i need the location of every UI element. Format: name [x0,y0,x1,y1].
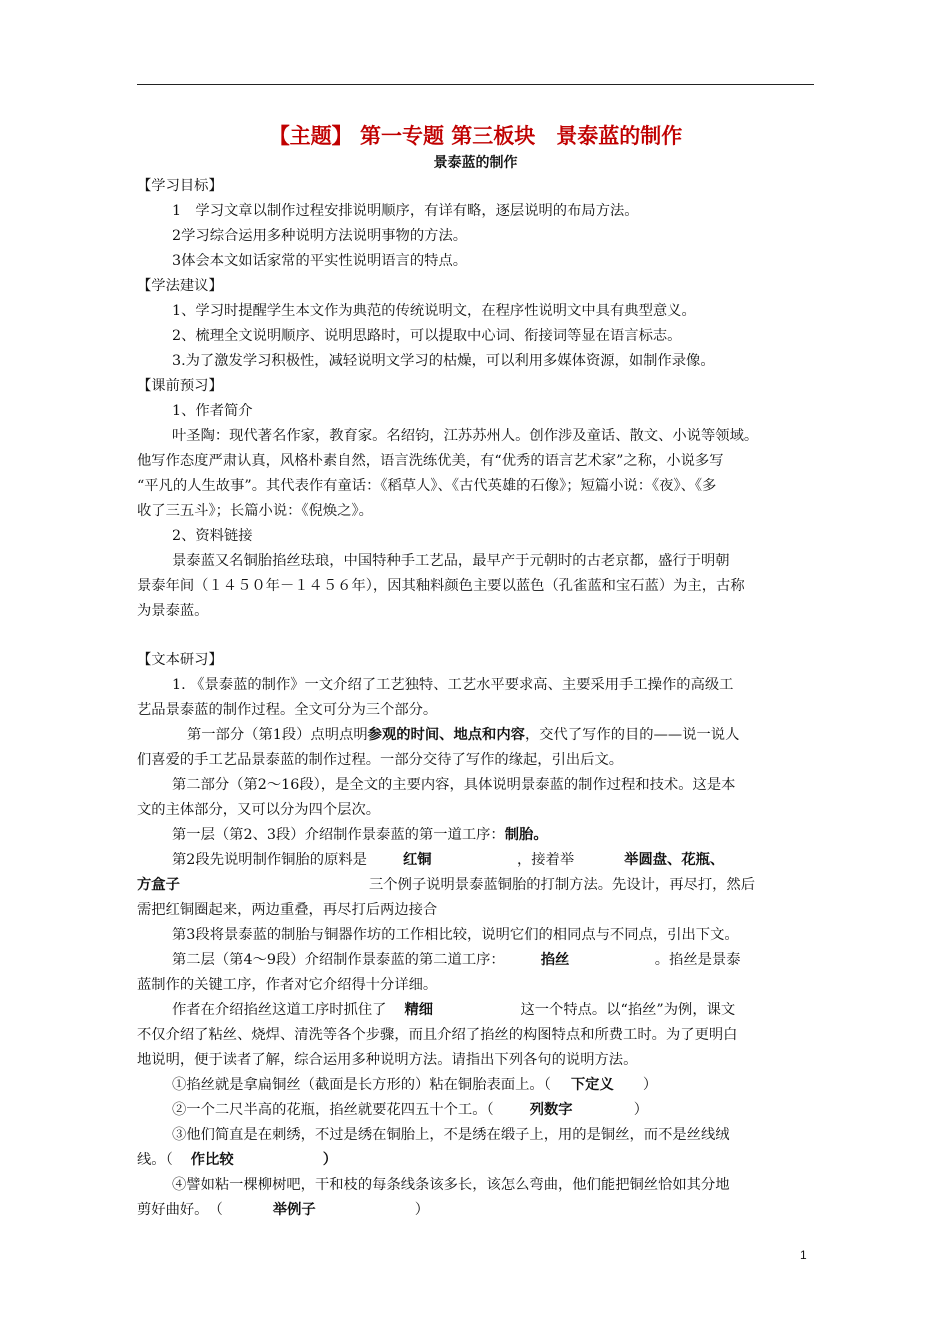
answer-text: 举圆盘、花瓶、 [624,852,725,868]
study-text: 第二部分（第2～16段），是全文的主要内容，具体说明景泰蓝的制作过程和技术。这是本 [172,777,736,793]
question-item: ②一个二尺半高的花瓶，掐丝就要花四五十个工。（ 列数字 ） [172,1102,648,1118]
advice-item: 3.为了激发学习积极性，减轻说明文学习的枯燥，可以利用多媒体资源，如制作录像。 [172,353,715,369]
goal-item: 2学习综合运用多种说明方法说明事物的方法。 [172,228,468,244]
study-text: 需把红铜圈起来，两边重叠，再尽打后两边接合 [137,902,438,918]
part1-line: 第一部分（第1段）点明点明参观的时间、地点和内容，交代了写作的目的——说一说人 [187,727,740,743]
section-heading-preview: 【课前预习】 [137,378,223,394]
layer2-line: 第二层（第4～9段）介绍制作景泰蓝的第二道工序： 掐丝 。掐丝是景泰 [172,952,741,968]
answer-text: 红铜 [402,852,432,868]
answer-text: 下定义 [570,1077,614,1093]
answer-text: 作比较 [190,1152,234,1168]
author-heading: 1、作者简介 [172,403,253,419]
answer-text: 精细 [404,1002,434,1018]
study-text: 1. 《景泰蓝的制作》一文介绍了工艺独特、工艺水平要求高、主要采用手工操作的高级工 [172,677,734,693]
question-item: ①掐丝就是拿扁铜丝（截面是长方形的）粘在铜胎表面上。（ 下定义 ） [172,1077,658,1093]
material-text: 景泰蓝又名铜胎掐丝珐琅，中国特种手工艺品，最早产于元朝时的古老京都，盛行于明朝 [172,553,730,569]
para2-line: 第2段先说明制作铜胎的原料是 红铜 ，接着举 举圆盘、花瓶、 [172,852,725,868]
author-text: “平凡的人生故事”。其代表作有童话：《稻草人》、《古代英雄的石像》；短篇小说：《夜》、《多 [137,478,717,494]
study-text: 不仅介绍了粘丝、烧焊、清洗等各个步骤，而且介绍了掐丝的构图特点和所费工时。为了更明白 [137,1027,738,1043]
goal-item: 3体会本文如话家常的平实性说明语言的特点。 [172,253,468,269]
answer-text: 制胎。 [504,827,548,843]
study-text: 地说明，便于读者了解，综合运用多种说明方法。请指出下列各句的说明方法。 [137,1052,638,1068]
page-number: 1 [800,1248,807,1262]
study-text: 文的主体部分，又可以分为四个层次。 [137,802,381,818]
study-text: 们喜爱的手工艺品景泰蓝的制作过程。一部分交待了写作的缘起，引出后文。 [137,752,624,768]
part1-emphasis: 参观的时间、地点和内容 [367,727,525,743]
study-text: 第3段将景泰蓝的制胎与铜器作坊的工作相比较，说明它们的相同点与不同点，引出下文。 [172,927,739,943]
page-title: 【主题】 第一专题 第三板块 景泰蓝的制作 [268,124,683,148]
focus-line: 作者在介绍掐丝这道工序时抓住了 精细 这一个特点。以“掐丝”为例，课文 [172,1002,736,1018]
material-heading: 2、资料链接 [172,528,253,544]
material-text: 为景泰蓝。 [137,603,209,619]
question-item: ③他们简直是在刺绣，不过是绣在铜胎上，不是绣在缎子上，用的是铜丝，而不是丝线绒 [172,1127,730,1143]
answer-text: 举例子 [272,1202,316,1218]
answer-text: 方盒子 [137,877,180,893]
question-item: 剪好曲好。 （ 举例子 ） [137,1202,430,1218]
study-text: 艺品景泰蓝的制作过程。全文可分为三个部分。 [137,702,438,718]
advice-item: 2、梳理全文说明顺序、说明思路时，可以提取中心词、衔接词等显在语言标志。 [172,328,682,344]
layer1-line: 第一层（第2、3段）介绍制作景泰蓝的第一道工序：制胎。 [172,827,548,843]
study-text: 蓝制作的关键工序，作者对它介绍得十分详细。 [137,977,438,993]
question-item: 线。（ 作比较 ） [137,1152,338,1168]
para2-line: 方盒子 三个例子说明景泰蓝铜胎的打制方法。先设计，再尽打，然后 [137,877,756,893]
section-heading-study: 【文本研习】 [137,652,223,668]
author-text: 他写作态度严肃认真，风格朴素自然，语言洗练优美，有“优秀的语言艺术家”之称，小说多写 [137,453,724,469]
author-text: 叶圣陶：现代著名作家，教育家。名绍钧，江苏苏州人。创作涉及童话、散文、小说等领域。 [172,428,759,444]
section-heading-goals: 【学习目标】 [137,178,223,194]
advice-item: 1、学习时提醒学生本文作为典范的传统说明文，在程序性说明文中具有典型意义。 [172,303,696,319]
question-item: ④譬如粘一棵柳树吧，干和枝的每条线条该多长，该怎么弯曲，他们能把铜丝恰如其分地 [172,1177,730,1193]
goal-item: 1 学习文章以制作过程安排说明顺序，有详有略，逐层说明的布局方法。 [172,203,639,219]
answer-text: 掐丝 [540,952,570,968]
section-heading-advice: 【学法建议】 [137,278,223,294]
material-text: 景泰年间（１４５０年－１４５６年），因其釉料颜色主要以蓝色（孔雀蓝和宝石蓝）为主，古称 [137,578,745,594]
author-text: 收了三五斗》；长篇小说：《倪焕之》。 [137,503,373,519]
article-subtitle: 景泰蓝的制作 [433,155,518,171]
answer-text: 列数字 [529,1102,573,1118]
header-rule [137,84,814,85]
